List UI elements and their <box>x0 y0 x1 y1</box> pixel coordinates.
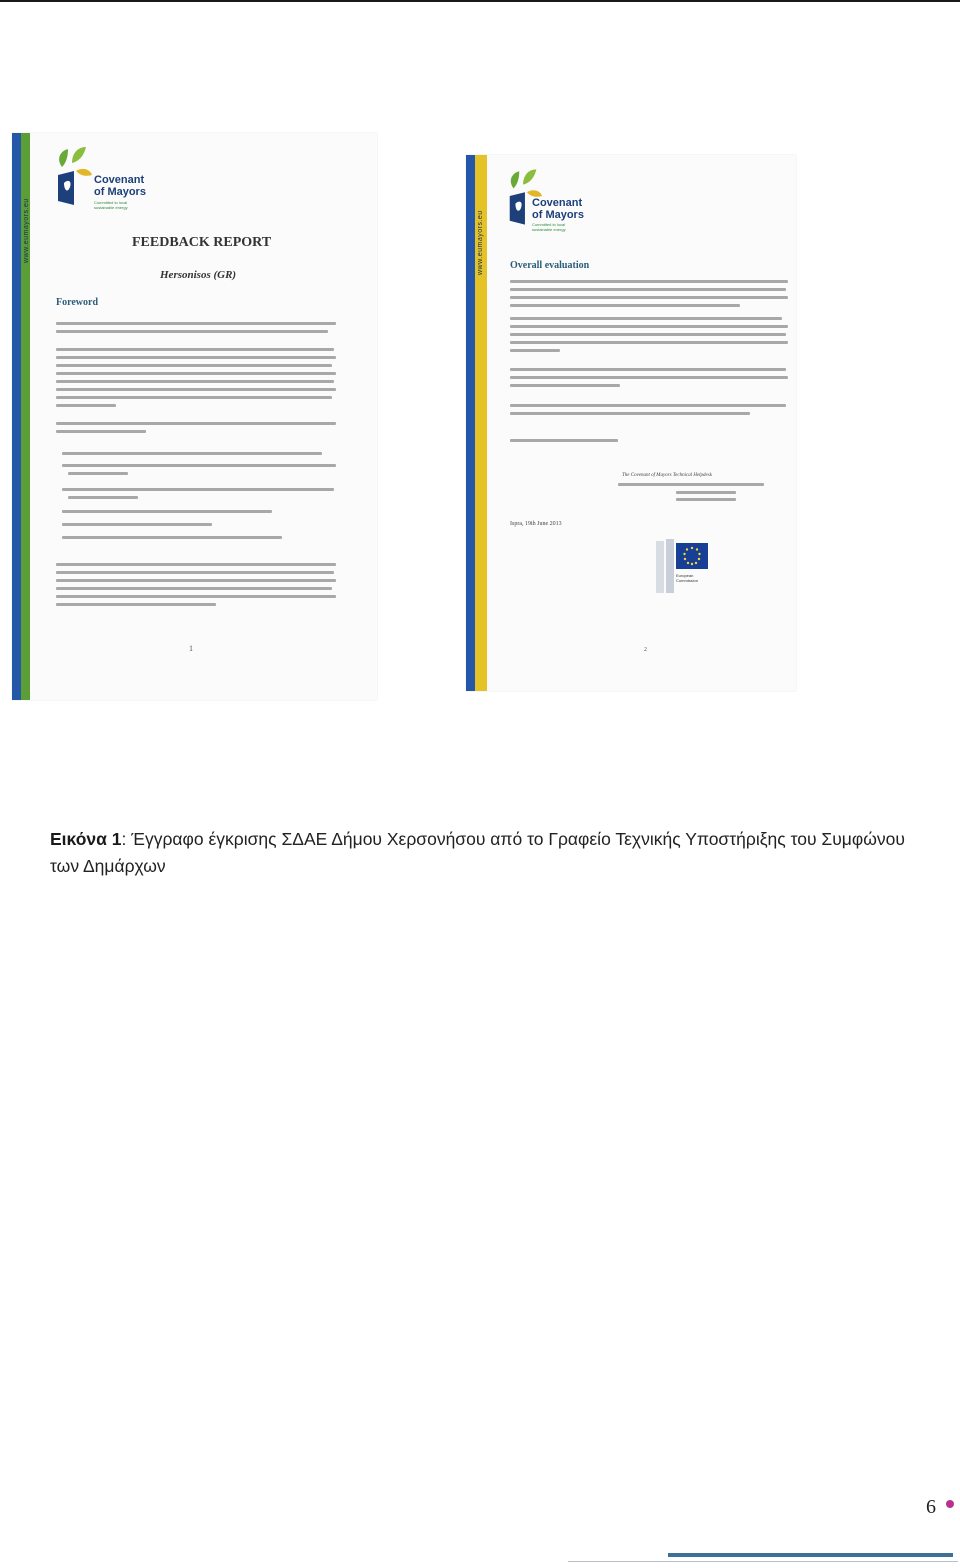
caption-text: Έγγραφο έγκρισης ΣΔΑΕ Δήμου Χερσονήσου από το Γραφείο Τεχνικής Υποστήριξης του Συμφώνου των Δημάρχων <box>50 829 905 876</box>
page-number-2: 2 <box>644 647 647 653</box>
scanned-page-2 <box>466 155 796 691</box>
report-subtitle: Hersonisos (GR) <box>160 269 237 281</box>
footer-rule-thick <box>668 1553 953 1557</box>
side-url: www.eumayors.eu <box>477 210 484 275</box>
page-number-1: 1 <box>189 644 193 653</box>
logo-text-2: of Mayors <box>94 186 146 198</box>
logo-tagline: Committed to local sustainable energy <box>532 222 566 232</box>
footer-rule-thin <box>568 1561 958 1562</box>
blue-stripe <box>466 155 475 691</box>
bullet-dot-icon <box>946 1500 954 1508</box>
logo-text-2: of Mayors <box>532 209 584 221</box>
logo-tagline: Committed to local sustainable energy <box>94 200 128 210</box>
overall-evaluation-heading: Overall evaluation <box>510 260 590 271</box>
caption-separator: : <box>121 829 127 849</box>
figure-caption <box>50 826 910 880</box>
side-url: www.eumayors.eu <box>23 198 30 263</box>
foreword-heading: Foreword <box>56 297 99 308</box>
top-rule <box>0 0 960 2</box>
eu-flag-icon <box>676 543 708 569</box>
logo-text-1: Covenant <box>94 174 145 186</box>
report-title: FEEDBACK REPORT <box>132 235 272 250</box>
scanned-page-1 <box>12 133 377 700</box>
blue-stripe <box>12 133 21 700</box>
date-line: Ispra, 19th June 2013 <box>510 521 562 527</box>
covenant-logo-icon <box>52 145 94 207</box>
caption-label: Εικόνα 1 <box>50 829 122 849</box>
ec-logo <box>656 539 716 597</box>
signature-line: The Covenant of Mayors Technical Helpdesk <box>622 473 712 478</box>
ec-label: European Commission <box>676 573 699 583</box>
logo-text-1: Covenant <box>532 197 583 209</box>
page-number: 6 <box>926 1496 936 1518</box>
